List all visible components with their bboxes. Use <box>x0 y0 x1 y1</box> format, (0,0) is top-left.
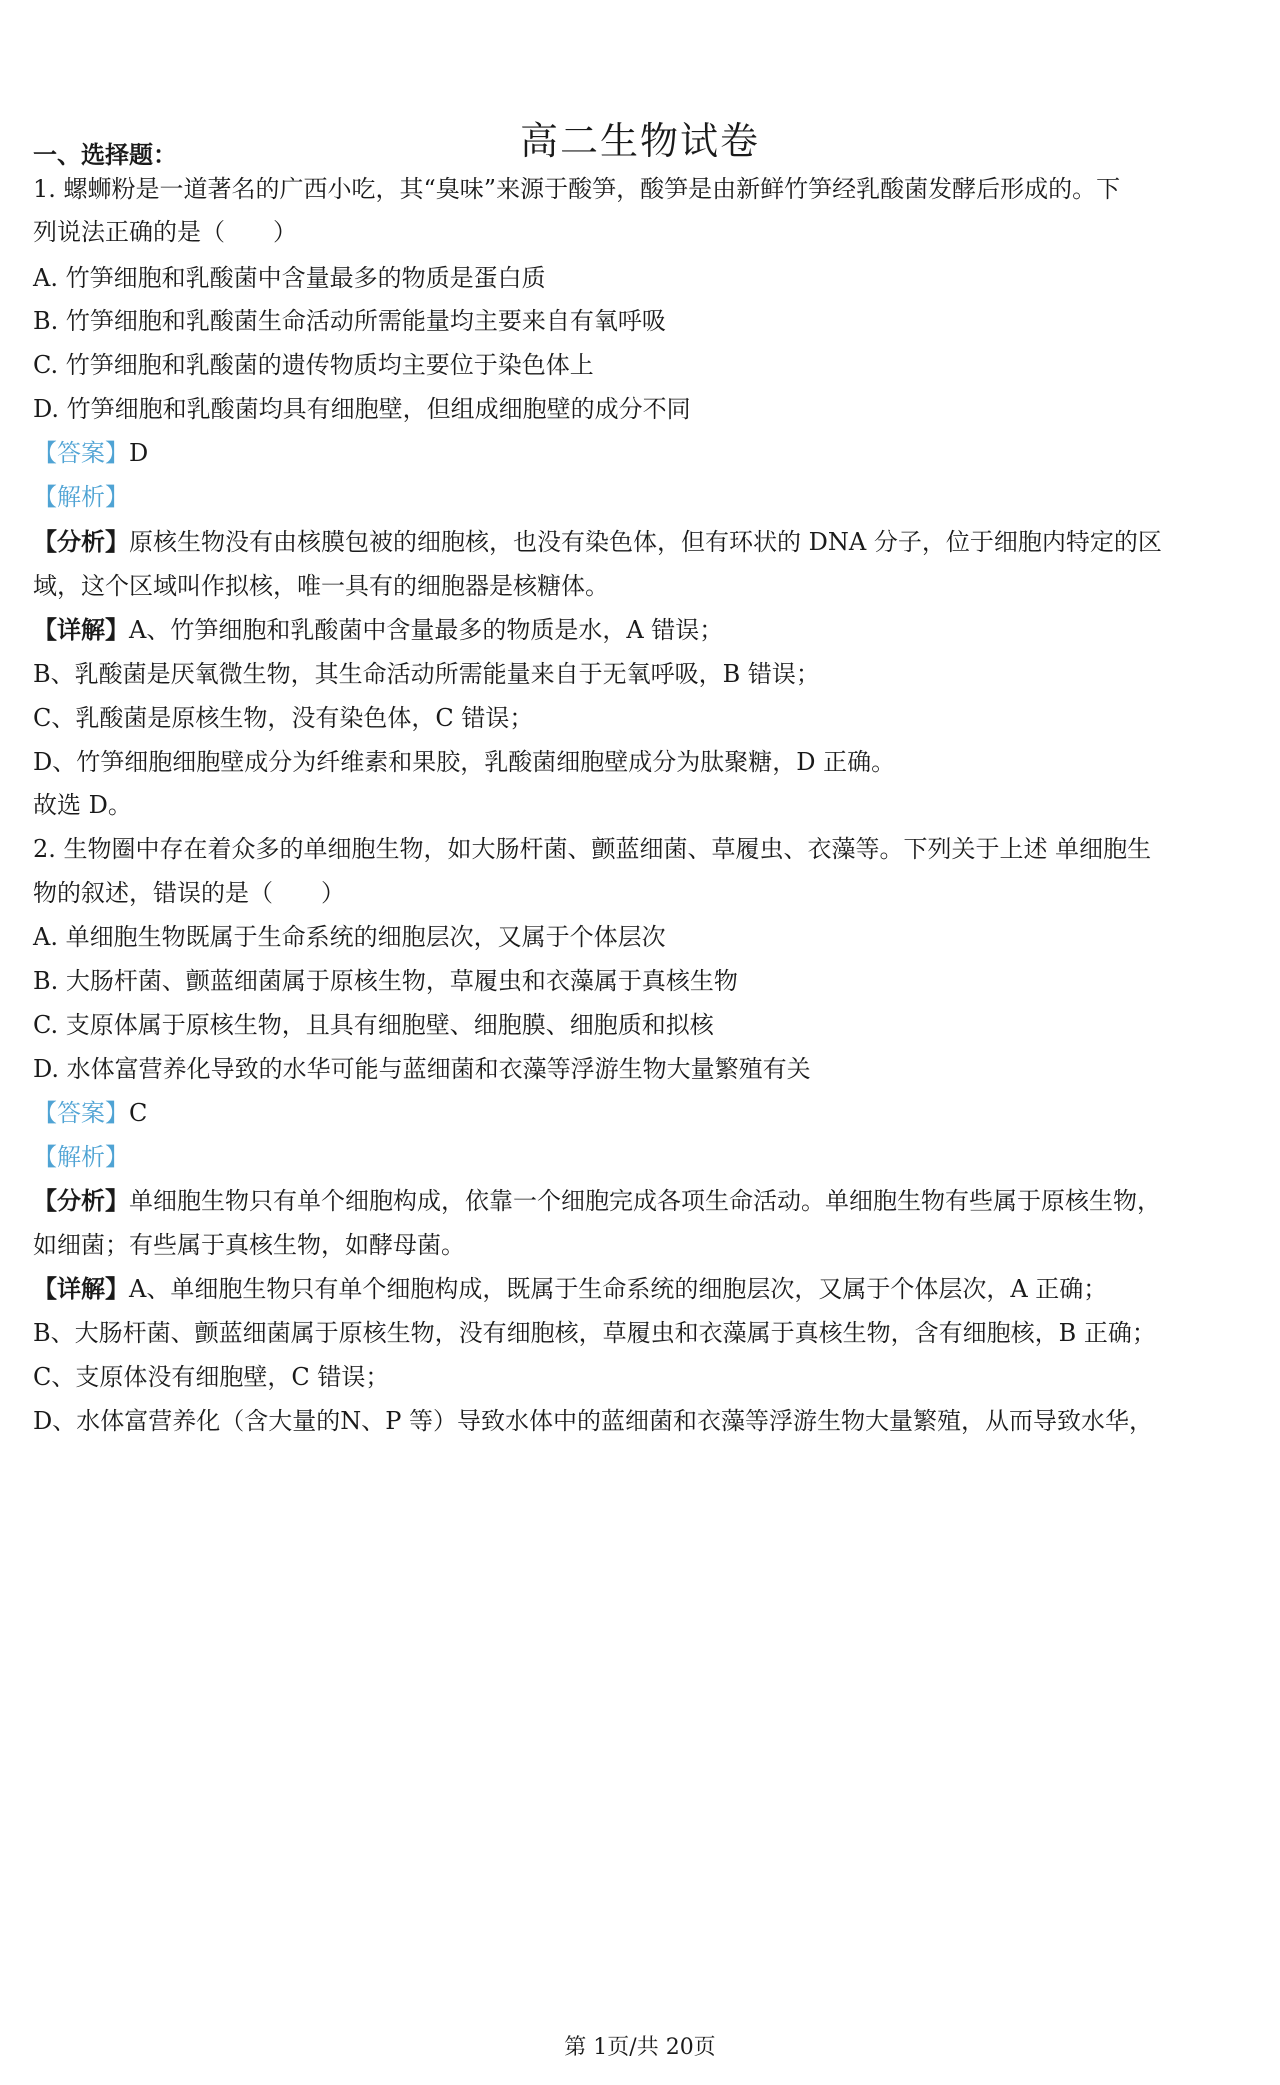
q2-fenxi-line2: 如细菌；有些属于真核生物，如酵母菌。 <box>33 1231 465 1259</box>
fenxi-text: 单细胞生物只有单个细胞构成，依靠一个细胞完成各项生命活动。单细胞生物有些属于原核生物， <box>129 1187 1161 1215</box>
q2-detail-line4: D、水体富营养化（含大量的N、P 等）导致水体中的蓝细菌和衣藻等浮游生物大量繁殖，从而导致水华， <box>33 1407 1154 1435</box>
q2-fenxi-line1 <box>33 1184 1248 1218</box>
page-title: 高二生物试卷 <box>519 119 760 163</box>
fenxi-text: 原核生物没有由核膜包被的细胞核，也没有染色体，但有环状的 DNA 分子，位于细胞内特定的区 <box>129 528 1162 556</box>
xiangjie-tag: 【详解】 <box>33 615 129 644</box>
q1-detail-line4: D、竹笋细胞细胞壁成分为纤维素和果胶，乳酸菌细胞壁成分为肽聚糖，D 正确。 <box>33 748 896 776</box>
q2-analysis-tag: 【解析】 <box>33 1143 129 1171</box>
q1-answer <box>33 436 1248 470</box>
xiangjie-tag: 【详解】 <box>33 1274 129 1303</box>
detail-text: A、单细胞生物只有单个细胞构成，既属于生命系统的细胞层次，又属于个体层次，A 正确； <box>129 1275 1108 1303</box>
q1-fenxi-line1 <box>33 525 1248 559</box>
section-heading: 一、选择题： <box>33 140 177 169</box>
fenxi-tag: 【分析】 <box>33 527 129 556</box>
answer-tag: 【答案】 <box>33 439 129 467</box>
q1-fenxi-line2: 域，这个区域叫作拟核，唯一具有的细胞器是核糖体。 <box>33 572 609 600</box>
q1-stem-line1: 1. 螺蛳粉是一道著名的广西小吃，其“臭味”来源于酸笋，酸笋是由新鲜竹笋经乳酸菌发酵后形成的。下 <box>33 175 1121 203</box>
q2-stem-line2: 物的叙述，错误的是（ ） <box>33 879 345 907</box>
q1-option-b: B. 竹笋细胞和乳酸菌生命活动所需能量均主要来自有氧呼吸 <box>33 307 666 335</box>
q1-detail-line1 <box>33 613 1248 647</box>
fenxi-tag: 【分析】 <box>33 1186 129 1215</box>
q1-detail-line5: 故选 D。 <box>33 791 132 819</box>
q1-stem-line2: 列说法正确的是（ ） <box>33 218 297 246</box>
answer-value: C <box>129 1099 148 1127</box>
page-footer: 第 1页/共 20页 <box>564 2035 716 2060</box>
q2-option-d: D. 水体富营养化导致的水华可能与蓝细菌和衣藻等浮游生物大量繁殖有关 <box>33 1055 811 1083</box>
answer-value: D <box>129 439 149 467</box>
q2-detail-line2: B、大肠杆菌、颤蓝细菌属于原核生物，没有细胞核，草履虫和衣藻属于真核生物，含有细胞核，B 正确； <box>33 1319 1156 1347</box>
q2-answer <box>33 1096 1248 1130</box>
q1-analysis-tag: 【解析】 <box>33 483 129 511</box>
q1-option-c: C. 竹笋细胞和乳酸菌的遗传物质均主要位于染色体上 <box>33 351 594 379</box>
q2-option-c: C. 支原体属于原核生物，且具有细胞壁、细胞膜、细胞质和拟核 <box>33 1011 714 1039</box>
q2-detail-line1 <box>33 1272 1248 1306</box>
q1-detail-line3: C、乳酸菌是原核生物，没有染色体，C 错误； <box>33 704 534 732</box>
q1-detail-line2: B、乳酸菌是厌氧微生物，其生命活动所需能量来自于无氧呼吸，B 错误； <box>33 660 820 688</box>
q1-option-d: D. 竹笋细胞和乳酸菌均具有细胞壁，但组成细胞壁的成分不同 <box>33 395 691 423</box>
q1-option-a: A. 竹笋细胞和乳酸菌中含量最多的物质是蛋白质 <box>33 264 546 292</box>
q2-option-a: A. 单细胞生物既属于生命系统的细胞层次，又属于个体层次 <box>33 923 666 951</box>
q2-stem-line1: 2. 生物圈中存在着众多的单细胞生物，如大肠杆菌、颤蓝细菌、草履虫、衣藻等。下列关于上述 单细胞生 <box>33 835 1152 863</box>
answer-tag: 【答案】 <box>33 1099 129 1127</box>
q2-option-b: B. 大肠杆菌、颤蓝细菌属于原核生物，草履虫和衣藻属于真核生物 <box>33 967 738 995</box>
detail-text: A、竹笋细胞和乳酸菌中含量最多的物质是水，A 错误； <box>129 616 724 644</box>
q2-detail-line3: C、支原体没有细胞壁，C 错误； <box>33 1363 390 1391</box>
